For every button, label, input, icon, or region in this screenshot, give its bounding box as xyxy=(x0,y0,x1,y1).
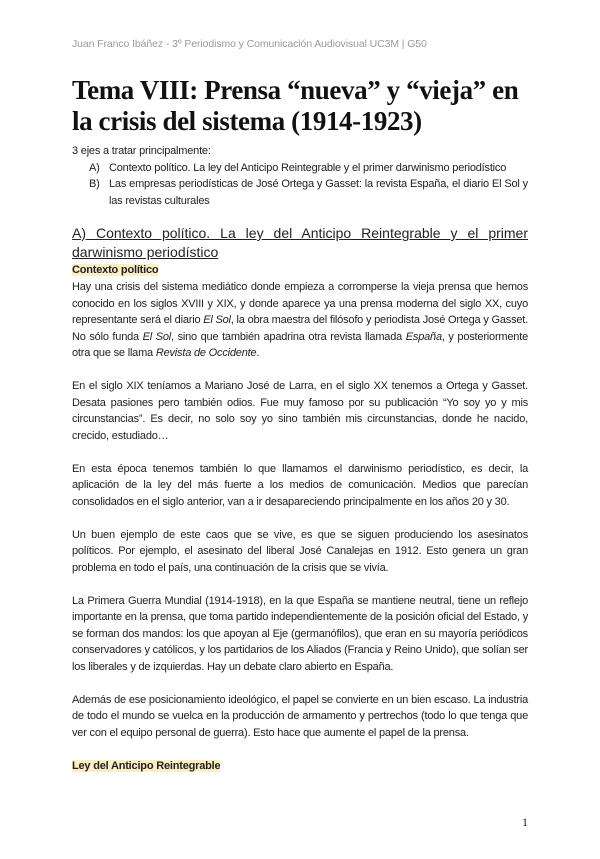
subheading-text: Contexto político xyxy=(72,264,159,276)
intro-text: 3 ejes a tratar principalmente: xyxy=(72,145,211,157)
paragraph: En el siglo XIX teníamos a Mariano José de Larra, en el siglo XX tenemos a Ortega y Gasset. Desata pasiones pero también odios. Fue muy famoso por su publicación “Yo soy yo y mis circunstancias”. Es decir, no solo soy yo sino también mis circunstancias, donde he nacido, crecido, estudiado… xyxy=(72,380,528,442)
paragraph: En esta época tenemos también lo que llamamos el darwinismo periodístico, es decir, la aplicación de la ley del más fuerte a los medios de comunicación. Medios que parecían consolidados en el siglo anterior, van a ir desapareciendo principalmente en los años 20 y 30. xyxy=(72,462,528,508)
document-body xyxy=(72,143,528,775)
text-run: . xyxy=(256,347,260,359)
list-item-text: Contexto político. La ley del Anticipo Reintegrable y el primer darwinismo periodístico xyxy=(109,161,507,174)
text-run: , la obra maestra del filósofo y periodista José Ortega y Gasset. No sólo funda xyxy=(72,314,528,343)
italic-run: España xyxy=(405,330,442,343)
text-run: , sino que también apadrina otra revista llamada xyxy=(171,330,406,343)
text-run: , y posteriormente otra que se llama xyxy=(72,330,528,359)
section-heading: A) Contexto político. La ley del Anticipo Reintegrable y el primer darwinismo periodístico xyxy=(72,225,528,260)
subheading-contexto xyxy=(72,262,528,279)
axes-list xyxy=(72,160,528,210)
list-item xyxy=(72,176,528,209)
list-marker: A) xyxy=(89,161,100,174)
list-marker: B) xyxy=(89,178,100,190)
paragraph: Un buen ejemplo de este caos que se vive, es que se siguen produciendo los asesinatos políticos. Por ejemplo, el asesinato del liberal José Canalejas en 1912. Esto genera un gran problema en todo el país, una continuación de la crisis que se vivía. xyxy=(72,528,528,574)
text-run: Hay una crisis del sistema mediático donde empieza a corromperse la vieja prensa que hemos conocido en los siglos XVIII y XIX, y donde aparece ya una prensa moderna del siglo XX, cuyo representante será el diario xyxy=(72,281,528,326)
paragraph xyxy=(72,279,528,362)
paragraph: La Primera Guerra Mundial (1914-1918), en la que España se mantiene neutral, tiene un reflejo importante en la prensa, que toma partido independientemente de la posición oficial del Estado, y se forman dos mandos: los que apoyan al Eje (germanófilos), que eran en su mayoría periódicos conservadores y católicos, y los partidarios de los Aliados (Francia y Reino Unido), que solían ser los liberales y de izquierdas. Hay un debate claro abierto en España. xyxy=(72,594,528,673)
paragraph: Además de ese posicionamiento ideológico, el papel se convierte en un bien escaso. La industria de todo el mundo se vuelca en la producción de armamento y pertrechos (todo lo que tenga que ver con el equipo personal de guerra). Esto hace que aumente el papel de la prensa. xyxy=(72,693,528,739)
document-title: Tema VIII: Prensa “nueva” y “vieja” en la crisis del sistema (1914-1923) xyxy=(72,75,519,136)
list-item-text: Las empresas periodísticas de José Ortega y Gasset: la revista España, el diario El Sol y las revistas culturales xyxy=(109,178,528,207)
list-item xyxy=(72,160,528,177)
italic-run: Revista de Occidente xyxy=(155,347,257,359)
subheading-ley xyxy=(72,758,528,775)
page-header: Juan Franco Ibáñez - 3º Periodismo y Comunicación Audiovisual UC3M | G50 xyxy=(72,38,427,50)
page-number: 1 xyxy=(522,814,528,829)
italic-run: El Sol xyxy=(203,314,231,326)
subheading-text: Ley del Anticipo Reintegrable xyxy=(72,759,221,772)
italic-run: El Sol xyxy=(142,330,172,343)
